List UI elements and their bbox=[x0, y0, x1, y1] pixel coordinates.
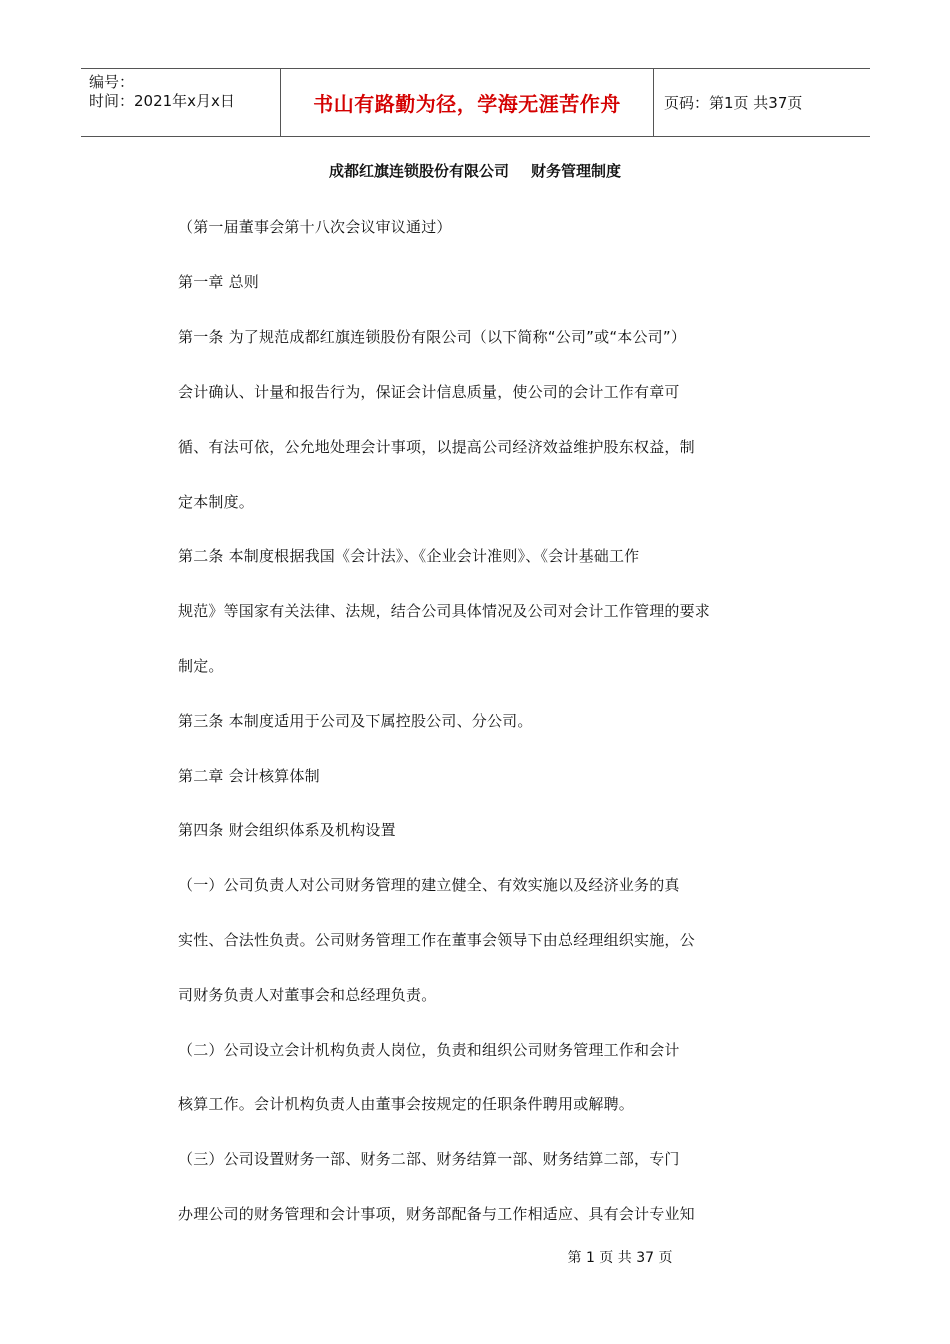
title-doc: 财务管理制度 bbox=[531, 162, 622, 180]
body-line: 规范》等国家有关法律、法规，结合公司具体情况及公司对会计工作管理的要求 bbox=[178, 602, 711, 620]
body-line: 第一条 为了规范成都红旗连锁股份有限公司（以下简称“公司”或“本公司”） bbox=[178, 328, 687, 346]
body-line: 第二章 会计核算体制 bbox=[178, 767, 320, 785]
body-line: 司财务负责人对董事会和总经理负责。 bbox=[178, 986, 437, 1004]
body-line: （第一届董事会第十八次会议审议通过） bbox=[178, 218, 452, 236]
header-meta bbox=[81, 69, 281, 136]
body-line: 第三条 本制度适用于公司及下属控股公司、分公司。 bbox=[178, 712, 533, 730]
body-line: 实性、合法性负责。公司财务管理工作在董事会领导下由总经理组织实施，公 bbox=[178, 931, 695, 949]
body-line: （二）公司设立会计机构负责人岗位，负责和组织公司财务管理工作和会计 bbox=[178, 1041, 680, 1059]
body-line: （三）公司设置财务一部、财务二部、财务结算一部、财务结算二部，专门 bbox=[178, 1150, 680, 1168]
body-line: 会计确认、计量和报告行为，保证会计信息质量，使公司的会计工作有章可 bbox=[178, 383, 680, 401]
page-header bbox=[81, 68, 870, 137]
title-company: 成都红旗连锁股份有限公司 bbox=[328, 162, 509, 180]
header-motto: 书山有路勤为径，学海无涯苦作舟 bbox=[281, 69, 654, 136]
body-line: 办理公司的财务管理和会计事项，财务部配备与工作相适应、具有会计专业知 bbox=[178, 1205, 695, 1223]
body-line: 核算工作。会计机构负责人由董事会按规定的任职条件聘用或解聘。 bbox=[178, 1095, 635, 1113]
header-time-label: 时间：2021年x月x日 bbox=[89, 92, 235, 110]
body-line: 定本制度。 bbox=[178, 493, 255, 511]
header-page-info: 页码：第1页 共37页 bbox=[664, 94, 803, 112]
body-line: 第二条 本制度根据我国《会计法》、《企业会计准则》、《会计基础工作 bbox=[178, 547, 640, 565]
body-line: 循、有法可依，公允地处理会计事项，以提高公司经济效益维护股东权益，制 bbox=[178, 438, 695, 456]
body-line: （一）公司负责人对公司财务管理的建立健全、有效实施以及经济业务的真 bbox=[178, 876, 680, 894]
page-footer: 第 1 页 共 37 页 bbox=[567, 1250, 673, 1266]
body-line: 制定。 bbox=[178, 657, 224, 675]
document-title bbox=[0, 160, 950, 181]
body-line: 第一章 总则 bbox=[178, 273, 259, 291]
body-line: 第四条 财会组织体系及机构设置 bbox=[178, 821, 396, 839]
header-number-label: 编号： bbox=[89, 73, 135, 91]
